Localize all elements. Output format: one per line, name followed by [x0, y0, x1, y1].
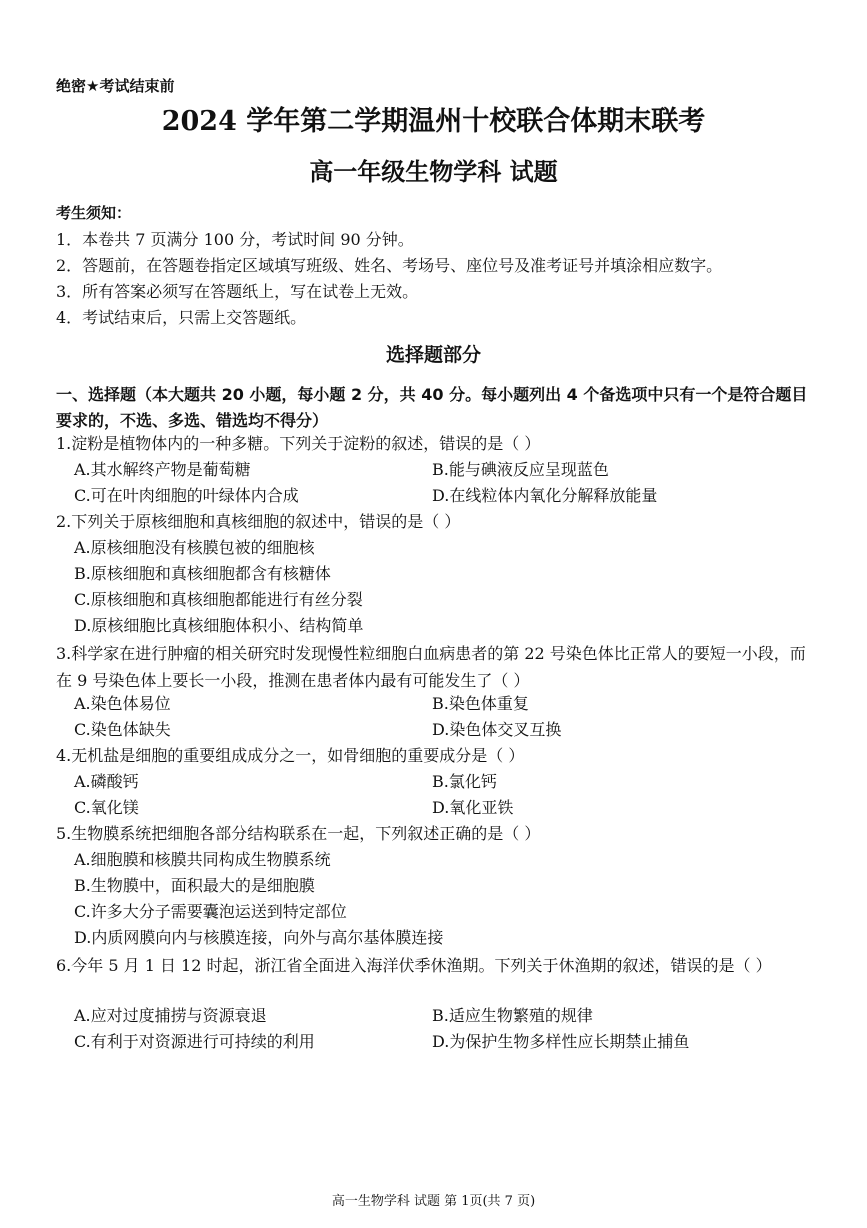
option-b: B.适应生物繁殖的规律	[432, 1006, 593, 1025]
option-d: D.内质网膜向内与核膜连接，向外与高尔基体膜连接	[74, 928, 444, 947]
section-title: 选择题部分	[385, 344, 481, 366]
notice-heading: 考生须知：	[56, 204, 132, 222]
option-d: D.为保护生物多样性应长期禁止捕鱼	[432, 1032, 690, 1051]
notice-item: 1．本卷共 7 页满分 100 分，考试时间 90 分钟。	[56, 230, 414, 249]
question-stem: 2.下列关于原核细胞和真核细胞的叙述中，错误的是（ ）	[56, 512, 461, 531]
question-stem: 1.淀粉是植物体内的一种多糖。下列关于淀粉的叙述，错误的是（ ）	[56, 434, 541, 453]
option-b: B.染色体重复	[432, 694, 529, 713]
question-stem: 3.科学家在进行肿瘤的相关研究时发现慢性粒细胞白血病患者的第 22 号染色体比正常人的要短一小段，而在 9 号染色体上要长一小段，推测在患者体内最有可能发生了（ ）	[56, 644, 806, 690]
question-stem: 4.无机盐是细胞的重要组成成分之一，如骨细胞的重要成分是（ ）	[56, 746, 525, 765]
option-b: B.能与碘液反应呈现蓝色	[432, 460, 609, 479]
notice-item: 4．考试结束后，只需上交答题纸。	[56, 308, 307, 327]
page-footer: 高一生物学科 试题 第 1页(共 7 页)	[331, 1194, 536, 1209]
option-a: A.磷酸钙	[74, 772, 139, 791]
confidential-label: 绝密★考试结束前	[56, 77, 175, 95]
notice-item: 2．答题前，在答题卷指定区域填写班级、姓名、考场号、座位号及准考证号并填涂相应数字。	[56, 256, 723, 275]
option-b: B.原核细胞和真核细胞都含有核糖体	[74, 564, 331, 583]
option-c: C.氧化镁	[74, 798, 139, 817]
option-b: B.生物膜中，面积最大的是细胞膜	[74, 876, 315, 895]
option-b: B.氯化钙	[432, 772, 497, 791]
option-a: A.应对过度捕捞与资源衰退	[74, 1006, 267, 1025]
option-d: D.原核细胞比真核细胞体积小、结构简单	[74, 616, 364, 635]
option-a: A.染色体易位	[74, 694, 171, 713]
exam-title: 2024 学年第二学期温州十校联合体期末联考	[161, 106, 706, 137]
option-c: C.染色体缺失	[74, 720, 171, 739]
option-c: C.有利于对资源进行可持续的利用	[74, 1032, 315, 1051]
option-c: C.许多大分子需要囊泡运送到特定部位	[74, 902, 347, 921]
option-c: C.可在叶肉细胞的叶绿体内合成	[74, 486, 299, 505]
option-a: A.其水解终产物是葡萄糖	[74, 460, 251, 479]
option-d: D.在线粒体内氧化分解释放能量	[432, 486, 658, 505]
option-a: A.细胞膜和核膜共同构成生物膜系统	[74, 850, 331, 869]
question-stem: 6.今年 5 月 1 日 12 时起，浙江省全面进入海洋伏季休渔期。下列关于休渔期的叙述，错误的是（ ）	[56, 956, 772, 975]
notice-item: 3．所有答案必须写在答题纸上，写在试卷上无效。	[56, 282, 419, 301]
question-stem: 5.生物膜系统把细胞各部分结构联系在一起，下列叙述正确的是（ ）	[56, 824, 541, 843]
exam-subtitle: 高一年级生物学科 试题	[309, 157, 558, 186]
option-c: C.原核细胞和真核细胞都能进行有丝分裂	[74, 590, 363, 609]
option-d: D.氧化亚铁	[432, 798, 514, 817]
option-a: A.原核细胞没有核膜包被的细胞核	[74, 538, 315, 557]
section-instructions: 一、选择题（本大题共 20 小题，每小题 2 分，共 40 分。每小题列出 4 个备选项中只有一个是符合题目要求的，不选、多选、错选均不得分）	[56, 385, 808, 430]
option-d: D.染色体交叉互换	[432, 720, 562, 739]
